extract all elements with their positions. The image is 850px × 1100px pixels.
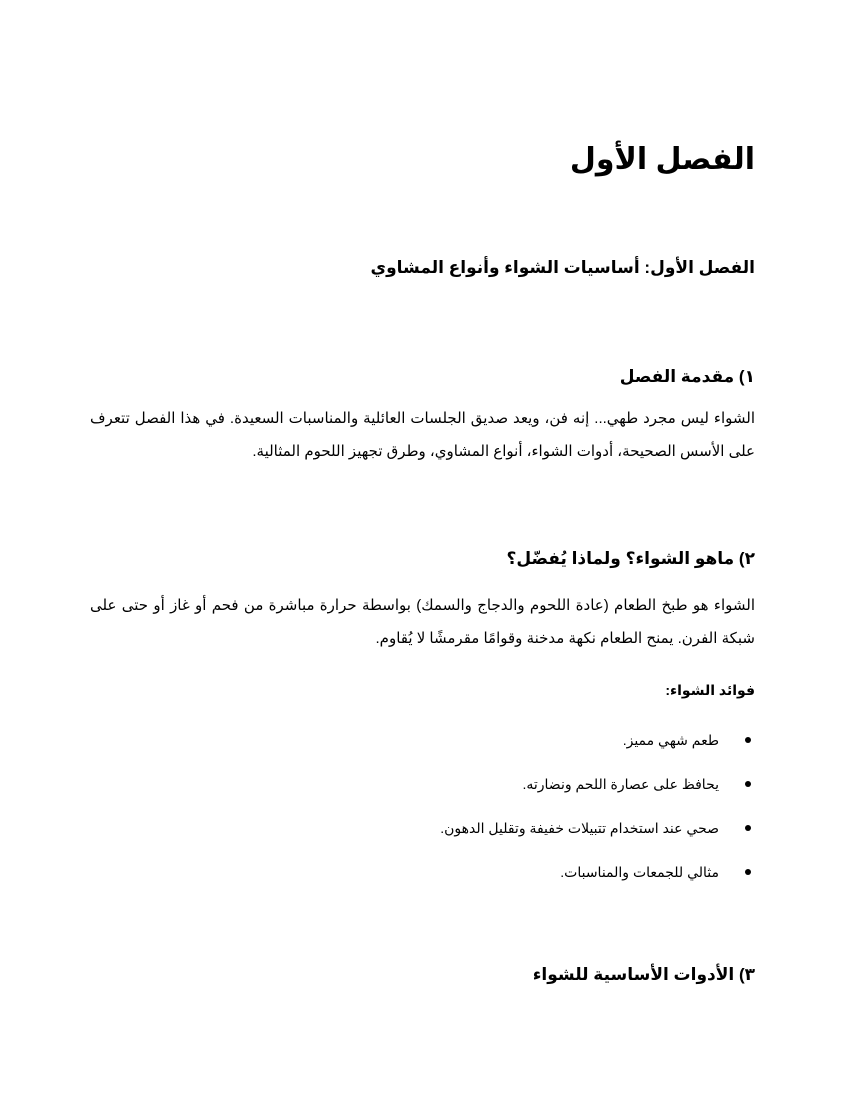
benefit-text: مثالي للجمعات والمناسبات. <box>560 864 719 880</box>
bullet-dot-icon <box>745 869 751 875</box>
chapter-title: الفصل الأول <box>569 143 755 176</box>
bullet-dot-icon <box>745 825 751 831</box>
list-item <box>90 850 755 894</box>
section-heading-tools: ٣) الأدوات الأساسية للشواء <box>532 965 755 984</box>
bullet-dot-icon <box>745 781 751 787</box>
section-paragraph-what-is-grilling: الشواء هو طبخ الطعام (عادة اللحوم والدجاج والسمك) بواسطة حرارة مباشرة من فحم أو غاز أو حتى على شبكة الفرن. يمنح الطعام نكهة مدخنة وقوامًا مقرمشًا لا يُقاوم. <box>90 597 755 647</box>
section-heading-intro: ١) مقدمة الفصل <box>619 367 755 386</box>
benefit-text: يحافظ على عصارة اللحم ونضارته. <box>522 776 719 792</box>
list-item <box>90 762 755 806</box>
benefits-label: فوائد الشواء: <box>665 682 755 698</box>
bullet-dot-icon <box>745 737 751 743</box>
section-heading-what-is-grilling: ٢) ماهو الشواء؟ ولماذا يُفضّل؟ <box>506 549 755 568</box>
chapter-subtitle: الفصل الأول: أساسيات الشواء وأنواع المشاوي <box>370 258 755 277</box>
list-item <box>90 718 755 762</box>
list-item <box>90 806 755 850</box>
benefit-text: طعم شهي مميز. <box>622 732 719 748</box>
benefit-text: صحي عند استخدام تتبيلات خفيفة وتقليل الدهون. <box>440 820 719 836</box>
section-paragraph-intro: الشواء ليس مجرد طهي... إنه فن، ويعد صديق الجلسات العائلية والمناسبات السعيدة. في هذا الفصل تتعرف على الأسس الصحيحة، أدوات الشواء، أنواع المشاوي، وطرق تجهيز اللحوم المثالية. <box>90 410 755 460</box>
benefits-list <box>90 718 755 894</box>
